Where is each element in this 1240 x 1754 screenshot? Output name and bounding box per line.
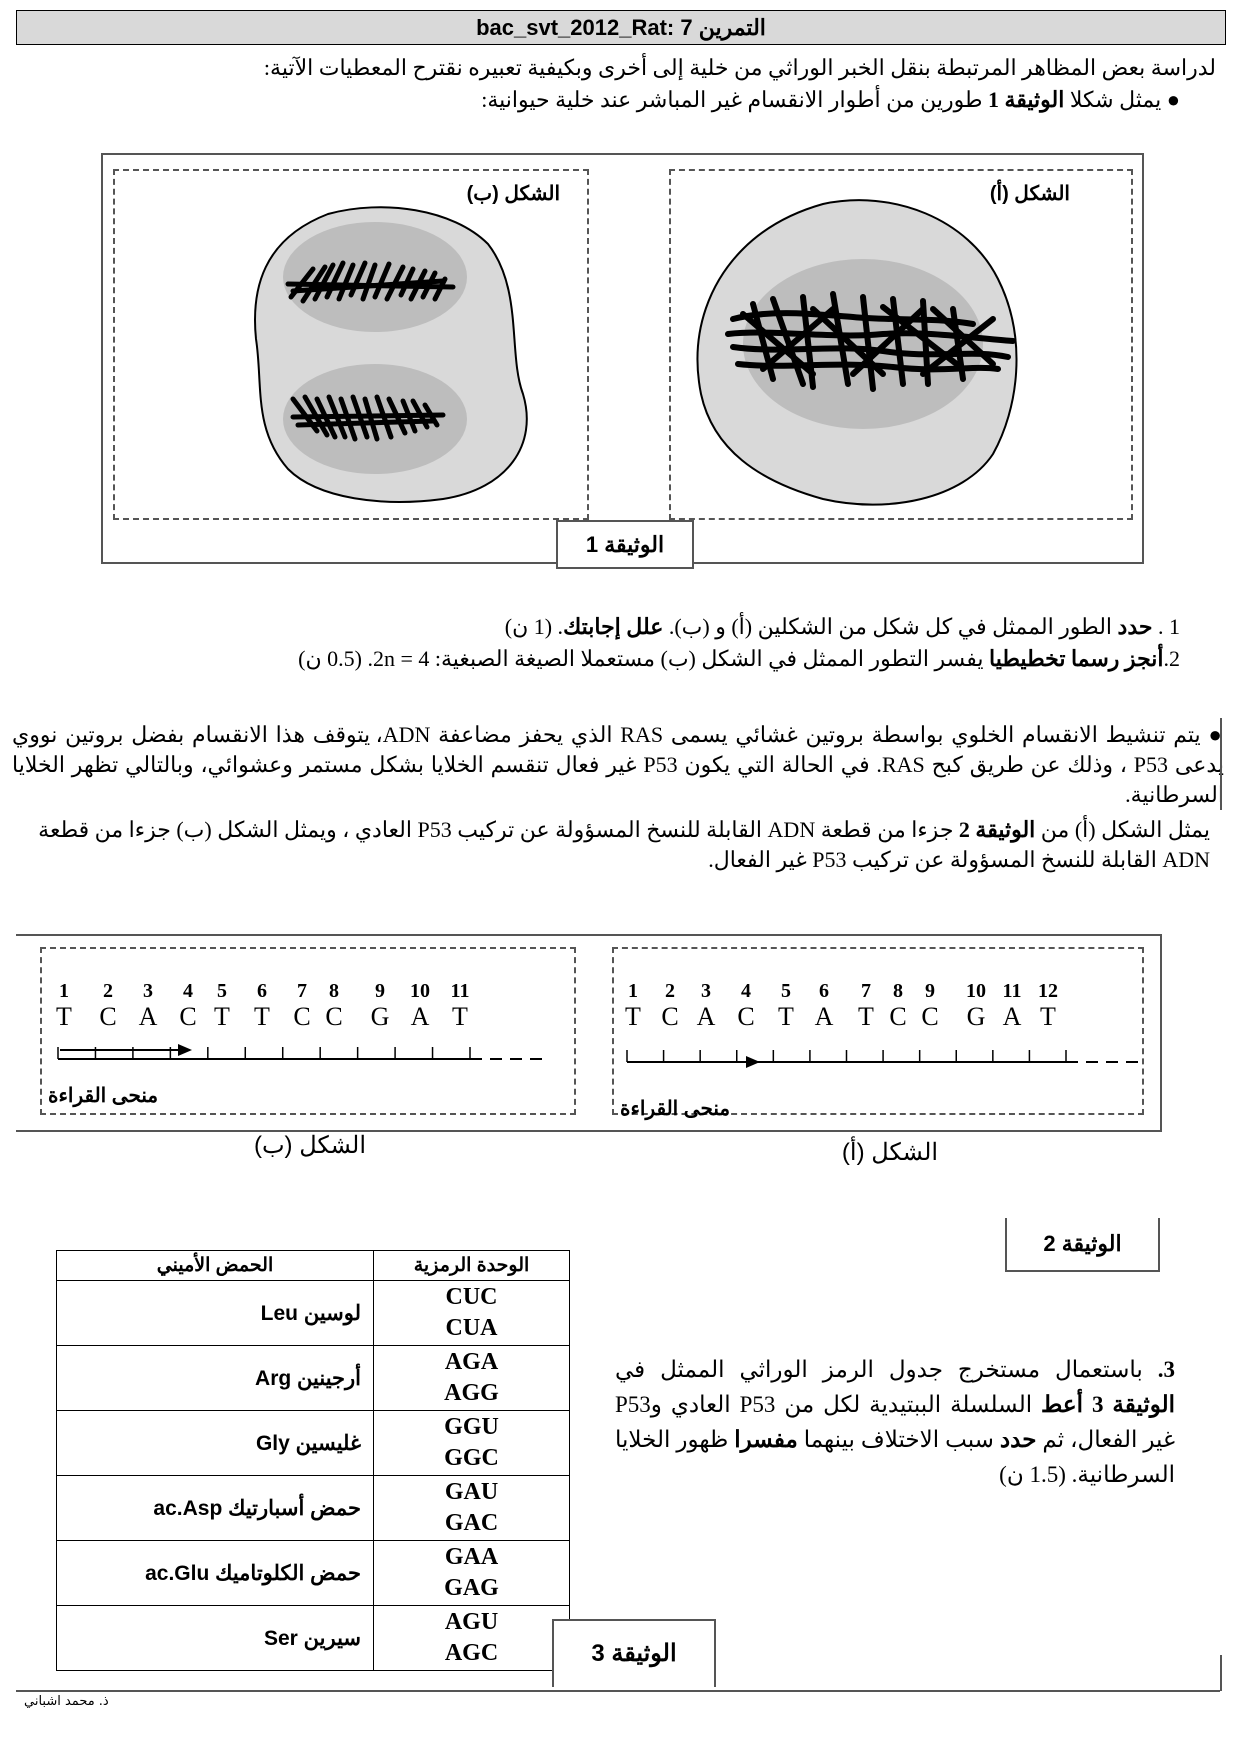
position-number: 9 (375, 980, 385, 1002)
codon: GAA (444, 1544, 499, 1570)
amino-acid-cell: سيرين Ser (57, 1606, 374, 1671)
position-number: 5 (781, 980, 791, 1002)
doc2-intro: يمثل الشكل (أ) من الوثيقة 2 جزءا من قطعة ADN القابلة للنسخ المسؤولة عن تركيب P53 العادي ، ويمثل الشكل (ب) جزءا من قطعة ADN القابلة للنسخ المسؤولة عن تركيب P53 غير الفعال. (38, 817, 1210, 872)
dna-base: C (921, 1002, 939, 1031)
codon: CUA (445, 1315, 498, 1341)
intro-line: لدراسة بعض المظاهر المرتبطة بنقل الخبر الوراثي من خلية إلى أخرى وبكيفية تعبيره نقترح المعطيات الآتية: (263, 55, 1216, 80)
author: ذ. محمد اشباني (24, 1694, 109, 1709)
position-number: 9 (925, 980, 935, 1002)
dna-base: T (625, 1002, 641, 1031)
genetic-code-table (56, 1250, 570, 1671)
table-row (57, 1346, 570, 1411)
amino-acid-cell: حمض أسبارتيك ac.Asp (57, 1476, 374, 1541)
position-number: 2 (103, 980, 113, 1002)
dna-base: A (1002, 1002, 1022, 1031)
genetic-code-table-wrap (56, 1250, 570, 1671)
table-row (57, 1541, 570, 1606)
table-row (57, 1476, 570, 1541)
dna-base: T (214, 1002, 230, 1031)
dna-base: C (293, 1002, 311, 1031)
dna-base: G (370, 1002, 390, 1031)
codon-cell (374, 1476, 570, 1541)
dna-base: A (814, 1002, 834, 1031)
codon-cell (374, 1346, 570, 1411)
intro-bullet: ● يمثل شكلا الوثيقة 1 طورين من أطوار الانقسام غير المباشر عند خلية حيوانية: (481, 87, 1180, 112)
codon: GAG (444, 1575, 499, 1601)
position-number: 5 (217, 980, 227, 1002)
position-number: 6 (257, 980, 267, 1002)
dna-base: A (696, 1002, 716, 1031)
position-number: 7 (861, 980, 871, 1002)
table-row (57, 1411, 570, 1476)
doc1-label-a: الشكل (أ) (989, 183, 1070, 205)
dna-base: T (254, 1002, 270, 1031)
amino-acid-cell: أرجينين Arg (57, 1346, 374, 1411)
dna-base: C (325, 1002, 343, 1031)
position-number: 4 (741, 980, 751, 1002)
codon: GGU (444, 1414, 499, 1440)
position-number: 11 (1002, 980, 1022, 1002)
codon: AGU (444, 1609, 499, 1635)
position-number: 11 (450, 980, 470, 1002)
dna-base: T (452, 1002, 468, 1031)
codon: GGC (444, 1445, 499, 1471)
position-number: 10 (966, 980, 986, 1002)
codon: AGC (444, 1640, 499, 1666)
codon: GAC (444, 1510, 499, 1536)
codon-cell (374, 1411, 570, 1476)
reading-arrow-head (746, 1056, 760, 1068)
amino-acid-cell: لوسين Leu (57, 1281, 374, 1346)
table-row (57, 1281, 570, 1346)
dna-base: A (410, 1002, 430, 1031)
footer-rule (16, 1690, 1220, 1692)
position-number: 1 (59, 980, 69, 1002)
position-number: 4 (183, 980, 193, 1002)
dna-base: T (1040, 1002, 1056, 1031)
codon: AGG (444, 1380, 499, 1406)
ras-p53-paragraph: ● يتم تنشيط الانقسام الخلوي بواسطة بروتين غشائي يسمى RAS الذي يحفز مضاعفة ADN، يتوقف هذا الانقسام بفضل بروتين نووي يدعى P53 ، وذلك عن طريق كبح RAS. في الحالة التي يكون P53 غير فعال تنقسم الخلايا بشكل مستمر وعشوائي، وبالتالي تظهر الخلايا السرطانية. (12, 722, 1225, 807)
dna-base: C (737, 1002, 755, 1031)
dna-base: C (99, 1002, 117, 1031)
amino-acid-cell: حمض الكلوتاميك ac.Glu (57, 1541, 374, 1606)
doc1-label-b: الشكل (ب) (466, 183, 560, 205)
codon: CUC (445, 1284, 498, 1310)
position-number: 3 (701, 980, 711, 1002)
table-row (57, 1606, 570, 1671)
dna-base: C (179, 1002, 197, 1031)
position-number: 10 (410, 980, 430, 1002)
doc2-b-direction: منحى القراءة (48, 1085, 159, 1107)
doc2-caption: الوثيقة 2 (1005, 1218, 1160, 1272)
exercise-title: bac_svt_2012_Rat: 7 التمرين (476, 15, 766, 40)
question-1: 1 . حدد الطور الممثل في كل شكل من الشكلين (أ) و (ب). علل إجابتك. (1 ن) (504, 614, 1180, 639)
position-number: 8 (893, 980, 903, 1002)
codon: AGA (444, 1349, 499, 1375)
position-number: 3 (143, 980, 153, 1002)
position-number: 8 (329, 980, 339, 1002)
position-number: 2 (665, 980, 675, 1002)
amino-acid-cell: غليسين Gly (57, 1411, 374, 1476)
footer-side-rule (1220, 1655, 1222, 1691)
dna-base: G (966, 1002, 986, 1031)
codon: GAU (444, 1479, 499, 1505)
dna-base: T (778, 1002, 794, 1031)
codon-cell (374, 1541, 570, 1606)
dna-base: A (138, 1002, 158, 1031)
position-number: 7 (297, 980, 307, 1002)
doc2-a-caption: الشكل (أ) (841, 1139, 939, 1166)
doc1-caption: الوثيقة 1 (556, 520, 694, 569)
dna-base: T (858, 1002, 874, 1031)
position-number: 12 (1038, 980, 1058, 1002)
dna-base: T (56, 1002, 72, 1031)
dna-base: C (889, 1002, 907, 1031)
doc2-b-caption: الشكل (ب) (253, 1132, 367, 1159)
question-2: 2.أنجز رسما تخطيطيا يفسر التطور الممثل في الشكل (ب) مستعملا الصيغة الصبغية: 2n = 4. (0.5 ن) (298, 646, 1180, 671)
codon-cell (374, 1606, 570, 1671)
position-number: 6 (819, 980, 829, 1002)
doc2-a-direction: منحى القراءة (620, 1098, 731, 1120)
codon-cell (374, 1281, 570, 1346)
col-codon-header: الوحدة الرمزية (374, 1251, 570, 1281)
doc3-caption: الوثيقة 3 (552, 1619, 716, 1687)
question-3: 3. باستعمال مستخرج جدول الرمز الوراثي الممثل في الوثيقة 3 أعط السلسلة الببتيدية لكل من P53 العادي وP53 غير الفعال، ثم حدد سبب الاختلاف بينهما مفسرا ظهور الخلايا السرطانية. (1.5 ن) (615, 1357, 1175, 1487)
col-amino-header: الحمض الأميني (57, 1251, 374, 1281)
dna-base: C (661, 1002, 679, 1031)
position-number: 1 (628, 980, 638, 1002)
reading-arrow-head (178, 1044, 192, 1056)
